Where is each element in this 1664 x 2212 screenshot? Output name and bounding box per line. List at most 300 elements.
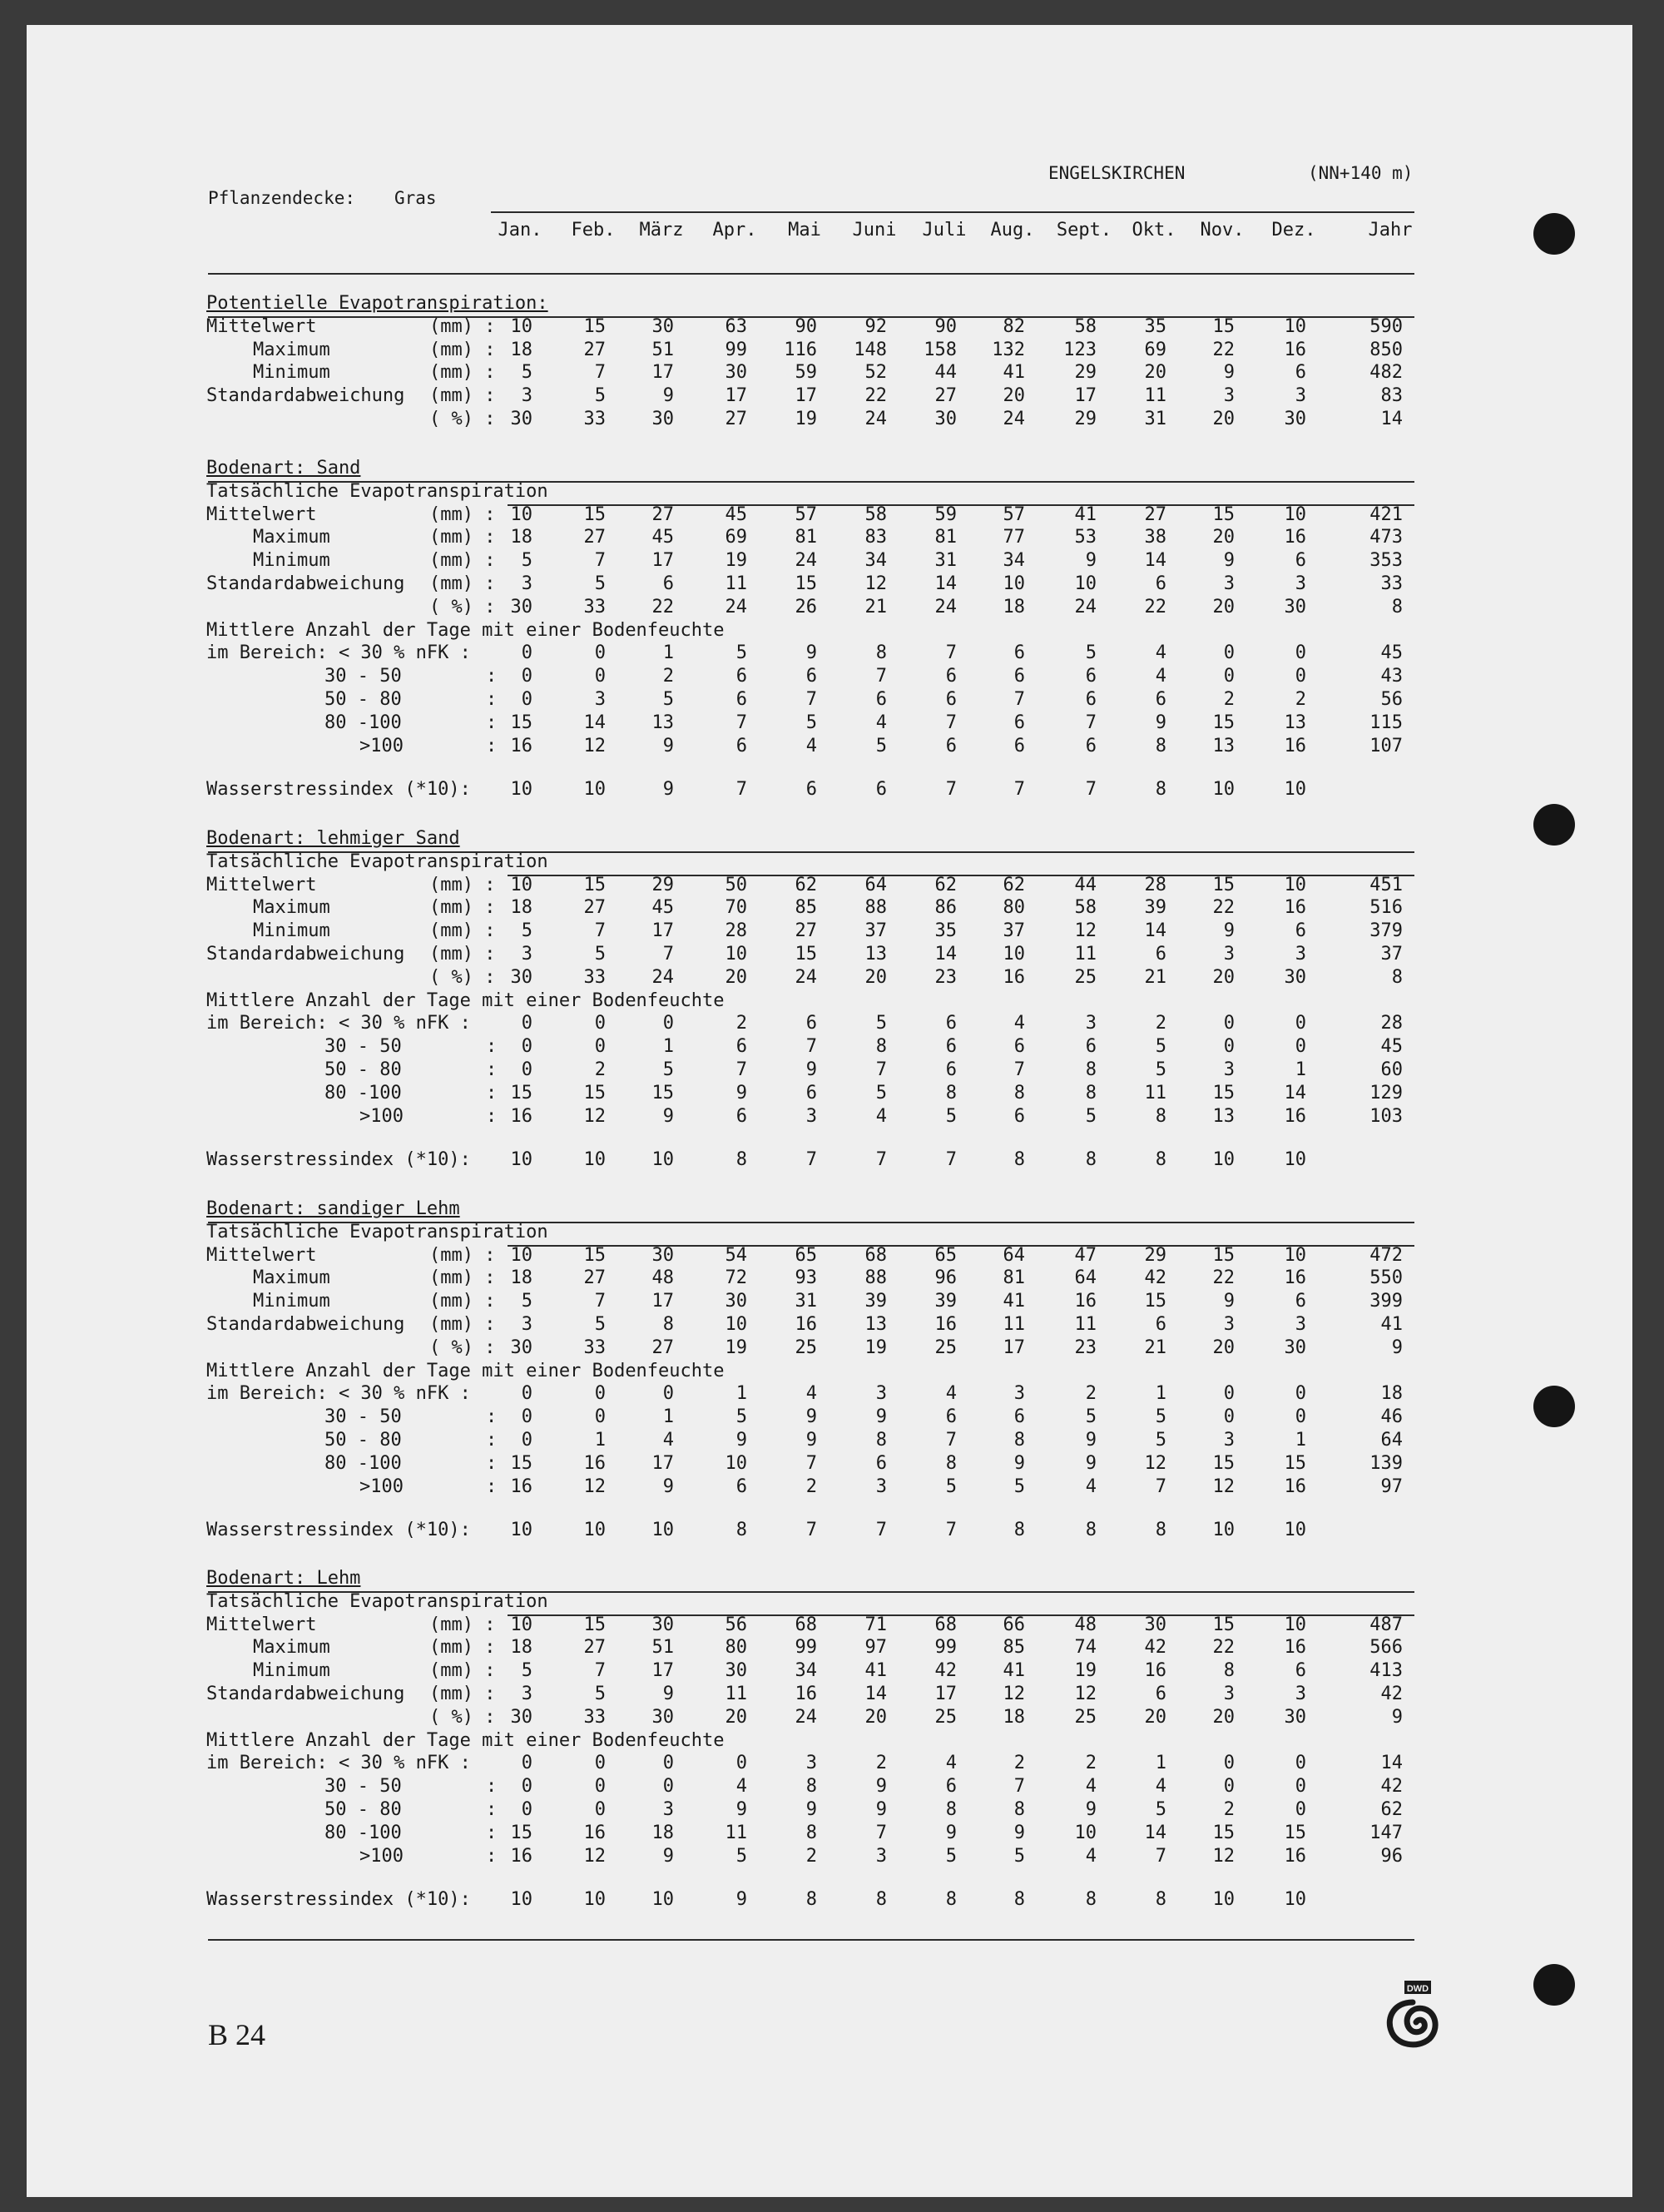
- table-cell: 2: [662, 666, 674, 687]
- table-row: [206, 1846, 1421, 1869]
- table-cell: 15: [651, 1082, 674, 1104]
- table-cell: 129: [1369, 1082, 1403, 1104]
- table-cell: 22: [864, 385, 887, 407]
- table-cell: 6: [735, 666, 747, 687]
- table-cell: 92: [864, 315, 887, 337]
- table-cell: 17: [725, 385, 747, 407]
- table-cell: 63: [725, 315, 747, 337]
- table-cell: 9: [805, 1799, 817, 1820]
- table-cell: 16: [1284, 527, 1306, 548]
- table-row: [206, 1684, 1421, 1707]
- table-cell: 0: [1295, 1036, 1306, 1058]
- table-cell: 132: [992, 339, 1025, 360]
- row-label: Standardabweichung: [206, 573, 405, 594]
- plant-cover-label: Pflanzendecke:: [208, 188, 356, 208]
- table-cell: 4: [945, 1383, 957, 1405]
- table-cell: 24: [1003, 409, 1025, 429]
- table-row: [206, 385, 1421, 409]
- table-cell: 0: [1223, 1013, 1235, 1034]
- table-cell: 3: [1223, 944, 1235, 965]
- table-cell: 7: [594, 920, 606, 942]
- table-cell: 9: [662, 1105, 674, 1127]
- table-cell: 16: [583, 1822, 606, 1843]
- row-label: >100: [359, 1845, 404, 1867]
- row-unit: (mm) :: [429, 1291, 496, 1312]
- table-cell: 22: [1144, 596, 1166, 617]
- row-unit: (mm) :: [429, 385, 496, 407]
- table-row: [206, 1707, 1421, 1730]
- table-cell: 0: [1295, 1013, 1306, 1034]
- table-cell: 30: [651, 315, 674, 337]
- row-label: im Bereich: < 30 % nFK :: [206, 1383, 471, 1405]
- table-cell: 4: [1085, 1475, 1097, 1497]
- table-cell: 24: [1074, 596, 1097, 617]
- table-cell: 62: [934, 874, 957, 895]
- table-cell: 1: [662, 1036, 674, 1058]
- table-cell: 27: [583, 527, 606, 548]
- table-cell: 28: [1144, 874, 1166, 895]
- table-cell: 0: [521, 1753, 532, 1774]
- table-cell: 6: [1295, 362, 1306, 384]
- table-cell: 0: [1295, 1406, 1306, 1428]
- table-cell: 58: [1074, 897, 1097, 919]
- table-cell: 850: [1369, 339, 1403, 360]
- table-cell: 6: [1085, 666, 1097, 687]
- plant-cover-value: Gras: [394, 188, 437, 208]
- table-cell: 68: [934, 1614, 957, 1635]
- table-cell: 51: [651, 1637, 674, 1659]
- table-cell: 8: [1391, 596, 1403, 617]
- table-cell: 9: [1013, 1822, 1025, 1843]
- table-cell: 7: [1013, 779, 1025, 801]
- row-label: Maximum: [253, 1637, 330, 1659]
- table-cell: 6: [1013, 666, 1025, 687]
- table-cell: 0: [1295, 1753, 1306, 1774]
- table-cell: 68: [795, 1614, 817, 1635]
- table-cell: 45: [651, 897, 674, 919]
- table-cell: 4: [1155, 642, 1166, 664]
- table-cell: 24: [934, 596, 957, 617]
- table-cell: 8: [1155, 779, 1166, 801]
- table-cell: 0: [735, 1753, 747, 1774]
- table-cell: 10: [1284, 1614, 1306, 1635]
- month-header-cell: Dez.: [1271, 220, 1316, 241]
- table-row: [206, 1059, 1421, 1083]
- table-cell: 34: [795, 1660, 817, 1682]
- table-cell: 3: [875, 1475, 887, 1497]
- row-unit: :: [486, 1452, 498, 1474]
- section-title: Bodenart: Lehm: [206, 1568, 361, 1589]
- table-row: [206, 1637, 1421, 1660]
- table-cell: 21: [1144, 966, 1166, 988]
- table-row: [206, 1614, 1421, 1638]
- table-cell: 0: [521, 1406, 532, 1428]
- table-cell: 3: [662, 1799, 674, 1820]
- row-label: Mittelwert: [206, 315, 317, 337]
- table-cell: 10: [1284, 1244, 1306, 1266]
- table-cell: 80: [1003, 897, 1025, 919]
- table-cell: 7: [1085, 712, 1097, 733]
- table-cell: 10: [583, 1149, 606, 1171]
- table-cell: 20: [864, 1706, 887, 1728]
- table-cell: 7: [945, 779, 957, 801]
- table-row: [206, 1383, 1421, 1406]
- table-cell: 30: [934, 409, 957, 429]
- table-cell: 21: [1144, 1337, 1166, 1358]
- table-cell: 50: [725, 874, 747, 895]
- table-cell: 54: [725, 1244, 747, 1266]
- table-cell: 43: [1380, 666, 1403, 687]
- row-unit: (mm) :: [429, 362, 496, 384]
- row-unit: (mm) :: [429, 1637, 496, 1659]
- month-header-cell: Aug.: [990, 220, 1035, 241]
- table-cell: 17: [934, 1684, 957, 1704]
- table-cell: 30: [1284, 966, 1306, 988]
- table-cell: 9: [662, 779, 674, 801]
- table-row: [206, 1337, 1421, 1361]
- table-row: [206, 316, 1421, 340]
- table-row: [206, 712, 1421, 736]
- table-cell: 0: [662, 1013, 674, 1034]
- table-cell: 473: [1369, 527, 1403, 548]
- table-cell: 30: [1144, 1614, 1166, 1635]
- table-cell: 20: [1144, 1706, 1166, 1728]
- table-cell: 90: [934, 315, 957, 337]
- row-label: Wasserstressindex (*10):: [206, 1520, 471, 1541]
- table-cell: 20: [725, 1706, 747, 1728]
- table-cell: 6: [1085, 689, 1097, 710]
- table-cell: 5: [594, 1314, 606, 1335]
- table-cell: 15: [1212, 874, 1235, 895]
- table-cell: 5: [594, 385, 606, 407]
- table-cell: 62: [1003, 874, 1025, 895]
- table-cell: 10: [1284, 1520, 1306, 1541]
- table-cell: 20: [1212, 596, 1235, 617]
- table-cell: 14: [1380, 1753, 1403, 1774]
- table-row: [206, 1291, 1421, 1314]
- table-cell: 11: [1074, 1314, 1097, 1335]
- table-cell: 30: [651, 409, 674, 429]
- table-cell: 17: [651, 920, 674, 942]
- table-cell: 14: [1144, 1822, 1166, 1843]
- table-cell: 20: [1212, 527, 1235, 548]
- table-cell: 10: [1284, 503, 1306, 525]
- table-cell: 18: [651, 1822, 674, 1843]
- table-cell: 3: [1295, 385, 1306, 407]
- table-cell: 3: [1295, 573, 1306, 594]
- table-cell: 37: [864, 920, 887, 942]
- table-cell: 487: [1369, 1614, 1403, 1635]
- table-cell: 5: [1013, 1475, 1025, 1497]
- table-cell: 20: [1212, 409, 1235, 429]
- table-cell: 9: [1223, 1291, 1235, 1312]
- table-cell: 15: [583, 874, 606, 895]
- table-cell: 9: [662, 385, 674, 407]
- table-cell: 5: [875, 1082, 887, 1104]
- table-cell: 9: [1155, 712, 1166, 733]
- table-cell: 9: [945, 1822, 957, 1843]
- table-cell: 13: [1284, 712, 1306, 733]
- row-unit: :: [486, 712, 498, 733]
- table-cell: 12: [583, 735, 606, 756]
- table-cell: 9: [735, 1082, 747, 1104]
- table-cell: 30: [1284, 1706, 1306, 1728]
- table-cell: 45: [651, 527, 674, 548]
- table-cell: 80: [725, 1637, 747, 1659]
- table-row: [206, 1245, 1421, 1268]
- table-cell: 19: [795, 409, 817, 429]
- row-unit: ( %) :: [429, 409, 496, 429]
- table-cell: 64: [864, 874, 887, 895]
- row-label: 80 -100: [324, 1822, 402, 1843]
- table-cell: 18: [1380, 1383, 1403, 1405]
- table-cell: 41: [1074, 503, 1097, 525]
- table-cell: 3: [1223, 573, 1235, 594]
- table-cell: 5: [945, 1105, 957, 1127]
- table-cell: 0: [1223, 642, 1235, 664]
- table-cell: 15: [510, 1822, 532, 1843]
- table-cell: 8: [1013, 1889, 1025, 1911]
- table-cell: 7: [945, 1520, 957, 1541]
- table-cell: 5: [1085, 1406, 1097, 1428]
- table-cell: 18: [1003, 1706, 1025, 1728]
- table-cell: 8: [945, 1452, 957, 1474]
- table-cell: 4: [805, 1383, 817, 1405]
- table-cell: 5: [594, 573, 606, 594]
- table-cell: 9: [875, 1776, 887, 1798]
- table-cell: 4: [805, 735, 817, 756]
- table-cell: 10: [725, 944, 747, 965]
- row-unit: ( %) :: [429, 596, 496, 617]
- table-cell: 10: [510, 779, 532, 801]
- table-cell: 5: [735, 1845, 747, 1867]
- table-cell: 41: [1003, 1660, 1025, 1682]
- table-cell: 15: [1144, 1291, 1166, 1312]
- table-cell: 16: [1284, 339, 1306, 360]
- table-cell: 48: [1074, 1614, 1097, 1635]
- table-cell: 88: [864, 897, 887, 919]
- table-cell: 0: [521, 1776, 532, 1798]
- table-cell: 30: [725, 1291, 747, 1312]
- table-cell: 97: [864, 1637, 887, 1659]
- table-cell: 2: [805, 1845, 817, 1867]
- table-cell: 16: [1003, 966, 1025, 988]
- table-cell: 6: [1013, 735, 1025, 756]
- table-cell: 12: [1212, 1845, 1235, 1867]
- table-cell: 22: [1212, 1267, 1235, 1289]
- row-label: Maximum: [253, 339, 330, 360]
- table-cell: 4: [1155, 666, 1166, 687]
- table-cell: 15: [510, 1082, 532, 1104]
- table-cell: 0: [594, 1799, 606, 1820]
- table-cell: 2: [735, 1013, 747, 1034]
- table-cell: 13: [1212, 1105, 1235, 1127]
- row-label: 50 - 80: [324, 1430, 402, 1451]
- table-cell: 38: [1144, 527, 1166, 548]
- table-cell: 3: [521, 1314, 532, 1335]
- table-cell: 16: [1284, 735, 1306, 756]
- table-cell: 7: [1013, 1776, 1025, 1798]
- table-cell: 19: [725, 550, 747, 572]
- table-cell: 27: [934, 385, 957, 407]
- table-cell: 9: [1223, 550, 1235, 572]
- row-label: Mittelwert: [206, 503, 317, 525]
- table-cell: 6: [1085, 735, 1097, 756]
- table-cell: 6: [805, 666, 817, 687]
- table-cell: 6: [1155, 573, 1166, 594]
- table-cell: 3: [1295, 1314, 1306, 1335]
- table-cell: 3: [1223, 1430, 1235, 1451]
- table-cell: 10: [1003, 573, 1025, 594]
- table-cell: 65: [795, 1244, 817, 1266]
- table-cell: 45: [725, 503, 747, 525]
- table-cell: 24: [651, 966, 674, 988]
- table-cell: 7: [805, 1149, 817, 1171]
- table-cell: 10: [583, 1520, 606, 1541]
- table-cell: 3: [521, 573, 532, 594]
- table-cell: 20: [725, 966, 747, 988]
- row-unit: :: [486, 1822, 498, 1843]
- table-cell: 7: [594, 1291, 606, 1312]
- table-cell: 16: [1284, 1637, 1306, 1659]
- table-cell: 9: [735, 1889, 747, 1911]
- table-cell: 64: [1003, 1244, 1025, 1266]
- subsection-title: Mittlere Anzahl der Tage mit einer Bodenfeuchte: [206, 1729, 725, 1751]
- row-unit: :: [486, 735, 498, 756]
- table-cell: 9: [1085, 1452, 1097, 1474]
- table-cell: 30: [651, 1614, 674, 1635]
- table-cell: 9: [875, 1799, 887, 1820]
- row-unit: :: [486, 1059, 498, 1080]
- table-cell: 8: [1155, 1105, 1166, 1127]
- table-cell: 10: [1284, 874, 1306, 895]
- table-row: [206, 944, 1421, 967]
- table-row: [206, 1013, 1421, 1036]
- table-cell: 99: [725, 339, 747, 360]
- table-cell: 14: [1144, 550, 1166, 572]
- table-cell: 0: [662, 1383, 674, 1405]
- row-label: Standardabweichung: [206, 944, 405, 965]
- table-cell: 15: [795, 944, 817, 965]
- table-cell: 9: [1013, 1452, 1025, 1474]
- table-cell: 16: [510, 1105, 532, 1127]
- table-cell: 10: [1212, 1149, 1235, 1171]
- table-cell: 7: [805, 1520, 817, 1541]
- table-row: [206, 597, 1421, 620]
- table-cell: 7: [875, 1822, 887, 1843]
- table-cell: 6: [945, 1776, 957, 1798]
- table-cell: 30: [510, 1337, 532, 1358]
- row-label: 80 -100: [324, 1452, 402, 1474]
- table-cell: 8: [875, 642, 887, 664]
- table-cell: 15: [510, 1452, 532, 1474]
- table-cell: 516: [1369, 897, 1403, 919]
- table-cell: 30: [651, 1706, 674, 1728]
- table-cell: 37: [1380, 944, 1403, 965]
- table-cell: 0: [1223, 666, 1235, 687]
- table-cell: 0: [594, 1753, 606, 1774]
- table-cell: 10: [510, 503, 532, 525]
- table-row: [206, 362, 1421, 385]
- row-unit: (mm) :: [429, 1267, 496, 1289]
- row-unit: :: [486, 1776, 498, 1798]
- section-title: Potentielle Evapotranspiration:: [206, 293, 548, 314]
- table-cell: 33: [1380, 573, 1403, 594]
- table-cell: 10: [1212, 1889, 1235, 1911]
- table-cell: 30: [510, 966, 532, 988]
- table-cell: 30: [725, 362, 747, 384]
- table-cell: 14: [583, 712, 606, 733]
- table-cell: 7: [594, 550, 606, 572]
- table-cell: 16: [1284, 1105, 1306, 1127]
- table-row: [206, 1036, 1421, 1059]
- table-cell: 0: [521, 1383, 532, 1405]
- row-label: Standardabweichung: [206, 385, 405, 407]
- table-cell: 8: [805, 1889, 817, 1911]
- table-row: [206, 1753, 1421, 1776]
- table-cell: 13: [864, 944, 887, 965]
- table-cell: 566: [1369, 1637, 1403, 1659]
- table-cell: 16: [1144, 1660, 1166, 1682]
- row-label: 80 -100: [324, 1082, 402, 1104]
- table-cell: 9: [805, 1059, 817, 1080]
- row-label: 80 -100: [324, 712, 402, 733]
- table-cell: 10: [1074, 1822, 1097, 1843]
- table-cell: 13: [1212, 735, 1235, 756]
- table-cell: 52: [864, 362, 887, 384]
- table-cell: 0: [1223, 1036, 1235, 1058]
- table-cell: 6: [1155, 1314, 1166, 1335]
- table-cell: 0: [521, 666, 532, 687]
- table-cell: 96: [1380, 1845, 1403, 1867]
- table-cell: 0: [1295, 1383, 1306, 1405]
- table-cell: 15: [1212, 1822, 1235, 1843]
- table-cell: 90: [795, 315, 817, 337]
- table-cell: 33: [583, 596, 606, 617]
- table-cell: 0: [662, 1776, 674, 1798]
- table-cell: 30: [1284, 409, 1306, 429]
- table-cell: 0: [1223, 1753, 1235, 1774]
- table-cell: 64: [1074, 1267, 1097, 1289]
- table-cell: 6: [735, 1105, 747, 1127]
- table-cell: 7: [594, 362, 606, 384]
- table-cell: 29: [1074, 409, 1097, 429]
- table-cell: 7: [945, 642, 957, 664]
- table-cell: 9: [1391, 1706, 1403, 1728]
- table-cell: 9: [1391, 1337, 1403, 1358]
- table-cell: 0: [1295, 642, 1306, 664]
- table-row: [206, 1453, 1421, 1476]
- table-cell: 74: [1074, 1637, 1097, 1659]
- table-row: [206, 1314, 1421, 1337]
- table-cell: 107: [1369, 735, 1403, 756]
- table-cell: 16: [795, 1314, 817, 1335]
- table-cell: 7: [875, 1059, 887, 1080]
- row-unit: :: [486, 1082, 498, 1104]
- table-cell: 6: [945, 666, 957, 687]
- table-cell: 24: [795, 550, 817, 572]
- table-cell: 8: [1155, 1149, 1166, 1171]
- table-cell: 0: [594, 642, 606, 664]
- table-cell: 5: [1155, 1036, 1166, 1058]
- table-cell: 18: [510, 339, 532, 360]
- table-cell: 5: [521, 920, 532, 942]
- row-label: im Bereich: < 30 % nFK :: [206, 642, 471, 664]
- subsection-title: Tatsächliche Evapotranspiration: [206, 480, 548, 502]
- row-label: Maximum: [253, 1267, 330, 1289]
- table-cell: 3: [1223, 1314, 1235, 1335]
- table-cell: 148: [854, 339, 887, 360]
